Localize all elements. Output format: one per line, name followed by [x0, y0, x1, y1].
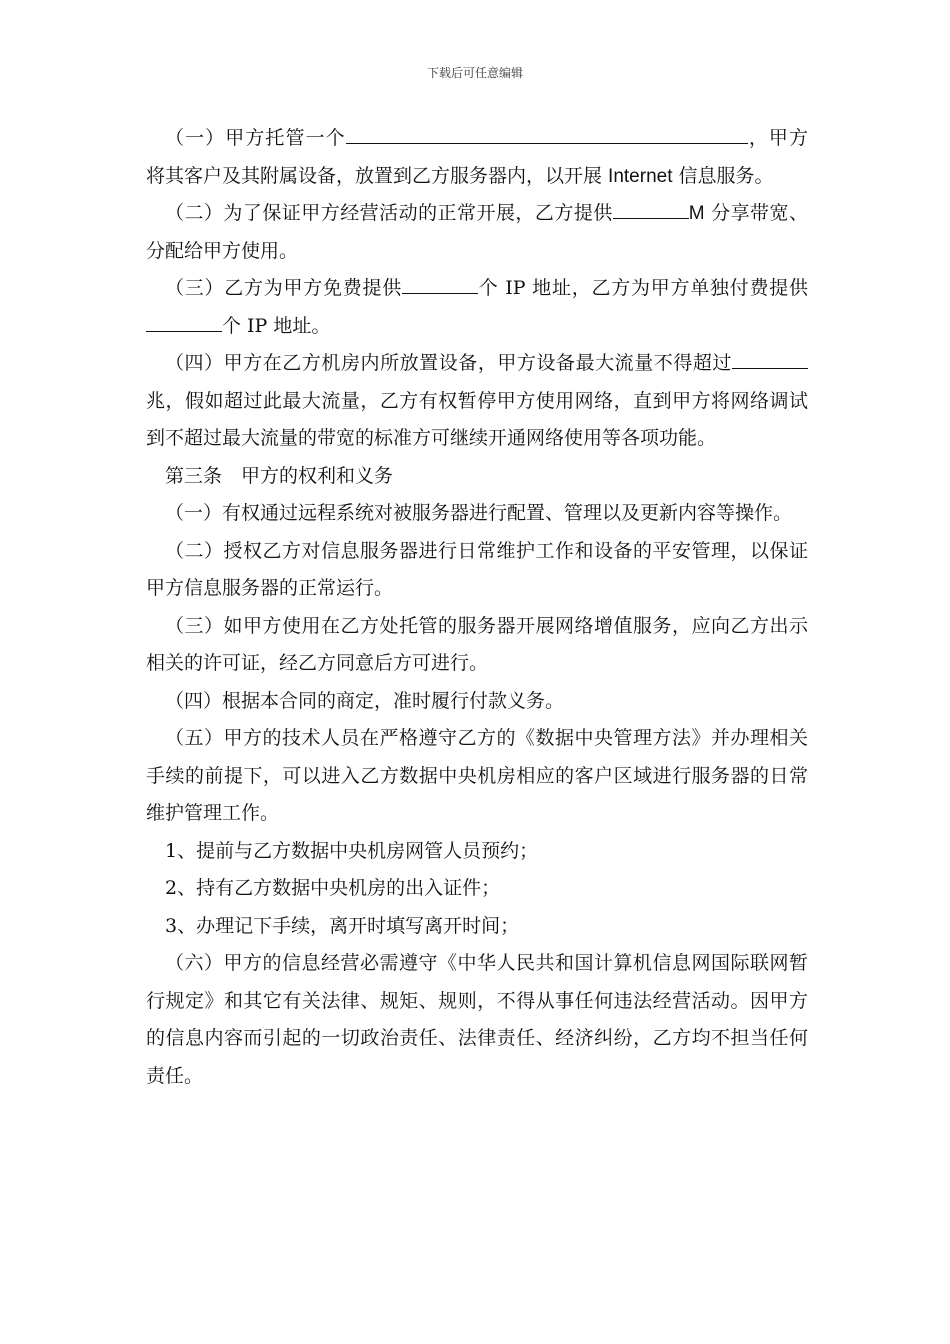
- paragraph-4: [146, 345, 808, 458]
- blank-line: [402, 271, 478, 294]
- blank-line: [613, 196, 689, 219]
- paragraph-1-lead: （一）甲方托管一个: [165, 127, 346, 149]
- article-3-list-2: 2、持有乙方数据中央机房的出入证件；: [165, 877, 501, 899]
- paragraph-1-tail: 信息服务。: [672, 164, 774, 187]
- paragraph-2-lead: （二）为了保证甲方经营活动的正常开展，乙方提供: [165, 202, 613, 224]
- paragraph-1-mid: ，甲方将其客户及其附属设备，放置到乙方服务器内，以开展: [146, 127, 808, 187]
- blank-line: [346, 121, 748, 144]
- page-header-note: 下载后可任意编辑: [426, 66, 523, 80]
- paragraph-2: [146, 195, 808, 270]
- document-body: [146, 120, 808, 1095]
- bandwidth-unit: M: [688, 203, 705, 224]
- blank-line: [732, 346, 808, 369]
- article-3-item-4: （四）根据本合同的商定，准时履行付款义务。: [165, 689, 565, 712]
- paragraph-1: [146, 120, 808, 195]
- paragraph-4-tail: 兆，假如超过此最大流量，乙方有权暂停甲方使用网络，直到甲方将网络调试到不超过最大流量的带宽的标准方可继续开通网络使用等各项功能。: [146, 389, 808, 449]
- article-3-item-6: （六）甲方的信息经营必需遵守《中华人民共和国计算机信息网国际联网暂行规定》和其它有关法律、规矩、规则，不得从事任何违法经营活动。因甲方的信息内容而引起的一切政治责任、法律责任、经济纠纷，乙方均不担当任何责任。: [146, 952, 808, 1087]
- paragraph-2-tail: 分享带宽、分配给甲方使用。: [146, 202, 808, 262]
- internet-term: Internet: [608, 165, 673, 187]
- paragraph-3-tail: 个 IP 地址。: [222, 314, 331, 337]
- article-3-item-1: （一）有权通过远程系统对被服务器进行配置、管理以及更新内容等操作。: [165, 502, 793, 524]
- article-3-item-5: （五）甲方的技术人员在严格遵守乙方的《数据中央管理方法》并办理相关手续的前提下，可以进入乙方数据中央机房相应的客户区域进行服务器的日常维护管理工作。: [146, 727, 808, 824]
- paragraph-4-lead: （四）甲方在乙方机房内所放置设备，甲方设备最大流量不得超过: [165, 352, 732, 374]
- blank-line: [146, 309, 222, 332]
- paragraph-3-mid: 个 IP 地址，乙方为甲方单独付费提供: [477, 277, 808, 299]
- paragraph-3: [146, 270, 808, 345]
- article-3-item-2: （二）授权乙方对信息服务器进行日常维护工作和设备的平安管理，以保证甲方信息服务器的正常运行。: [146, 539, 808, 599]
- paragraph-3-lead: （三）乙方为甲方免费提供: [165, 277, 402, 299]
- article-3-heading: 第三条 甲方的权利和义务: [165, 464, 394, 487]
- article-3-item-3: （三）如甲方使用在乙方处托管的服务器开展网络增值服务，应向乙方出示相关的许可证，经乙方同意后方可进行。: [146, 614, 808, 674]
- article-3-list-1: 1、提前与乙方数据中央机房网管人员预约；: [165, 839, 539, 862]
- article-3-list-3: 3、办理记下手续，离开时填写离开时间；: [165, 914, 520, 937]
